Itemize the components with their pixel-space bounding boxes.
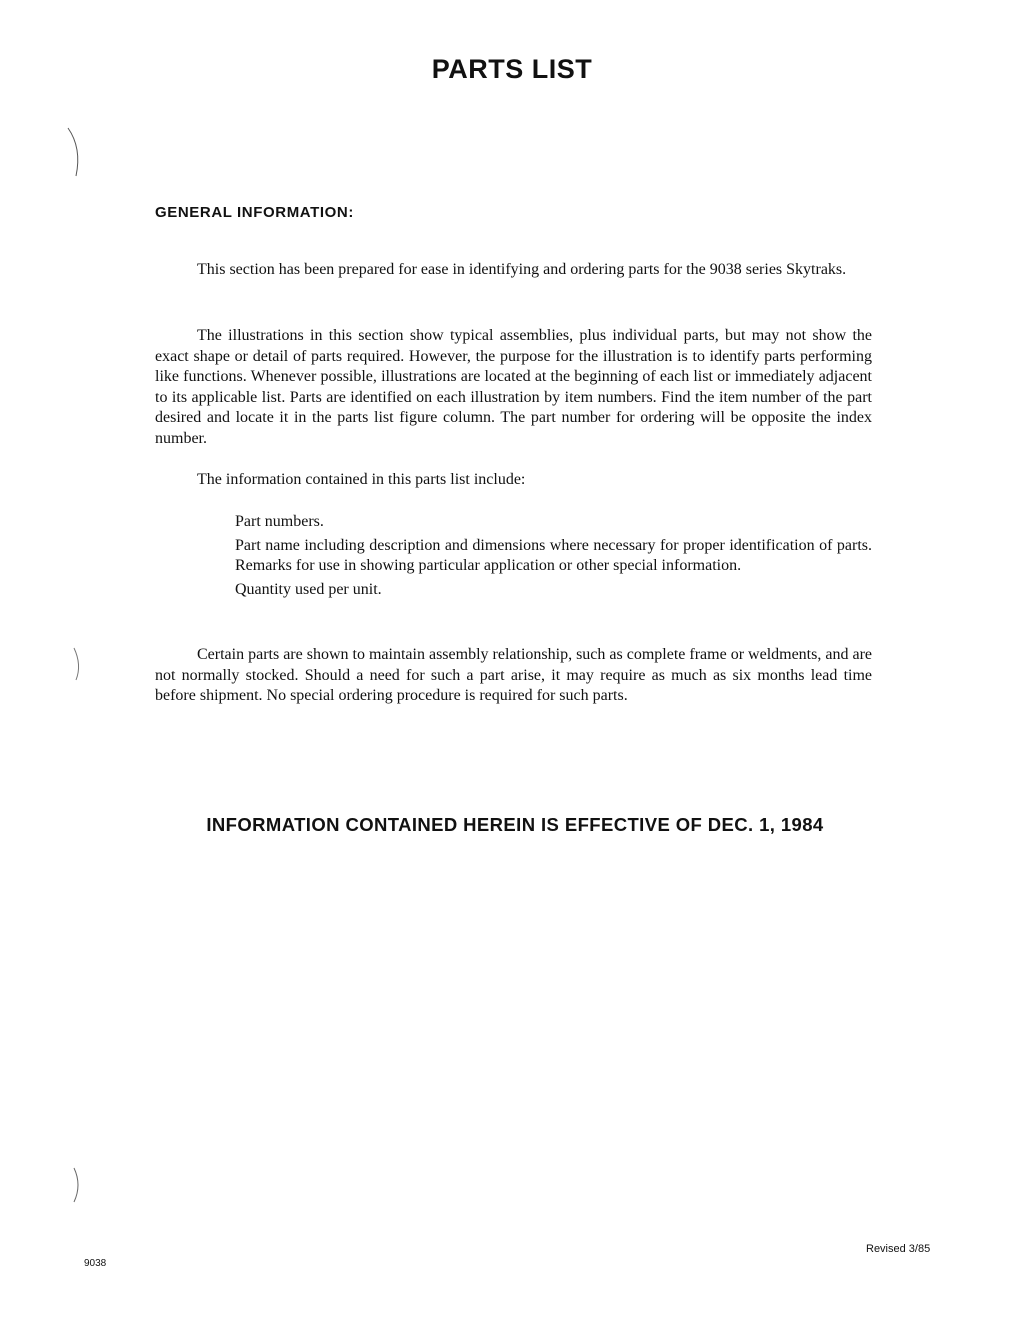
binder-hole-mark <box>74 648 79 680</box>
certain-parts-paragraph-text: Certain parts are shown to maintain assembly relationship, such as complete frame or weldments, and are not normally stocked. Should a need for such a part arise, it may require as much as six months lead time before shipment. No special ordering procedure is required for such parts. <box>155 646 872 704</box>
list-intro-paragraph-text: The information contained in this parts list include: <box>197 471 526 488</box>
page-title: PARTS LIST <box>431 54 593 84</box>
footer-revision: Revised 3/85 <box>866 1243 931 1255</box>
binder-hole-mark <box>74 1168 78 1202</box>
binder-hole-mark <box>68 128 78 176</box>
intro-paragraph-text: This section has been prepared for ease in identifying and ordering parts for the 9038 series Skytraks. <box>197 261 847 278</box>
section-heading: GENERAL INFORMATION: <box>155 204 354 221</box>
list-item: Part numbers. <box>235 513 324 530</box>
list-item: Quantity used per unit. <box>235 580 382 598</box>
illustrations-paragraph <box>155 326 872 449</box>
intro-paragraph <box>155 260 872 281</box>
illustrations-paragraph-text: The illustrations in this section show typical assemblies, plus individual parts, but may not show the exact shape or detail of parts required. However, the purpose for the illustration is to identify parts performing like functions. Whenever possible, illustrations are located at the beginning of each list or immediately adjacent to its applicable list. Parts are identified on each illustration by item numbers. Find the item number of the part desired and locate it in the parts list figure column. The part number for ordering will be opposite the index number. <box>155 327 872 447</box>
effective-date-notice: INFORMATION CONTAINED HEREIN IS EFFECTIVE OF DEC. 1, 1984 <box>206 814 824 835</box>
list-intro-paragraph <box>155 470 872 491</box>
footer-model-number: 9038 <box>84 1258 107 1269</box>
list-item: Part name including description and dimensions where necessary for proper identification of parts. Remarks for use in showing particular application or other special information. <box>235 536 872 574</box>
information-list <box>235 512 872 603</box>
certain-parts-paragraph <box>155 645 872 707</box>
